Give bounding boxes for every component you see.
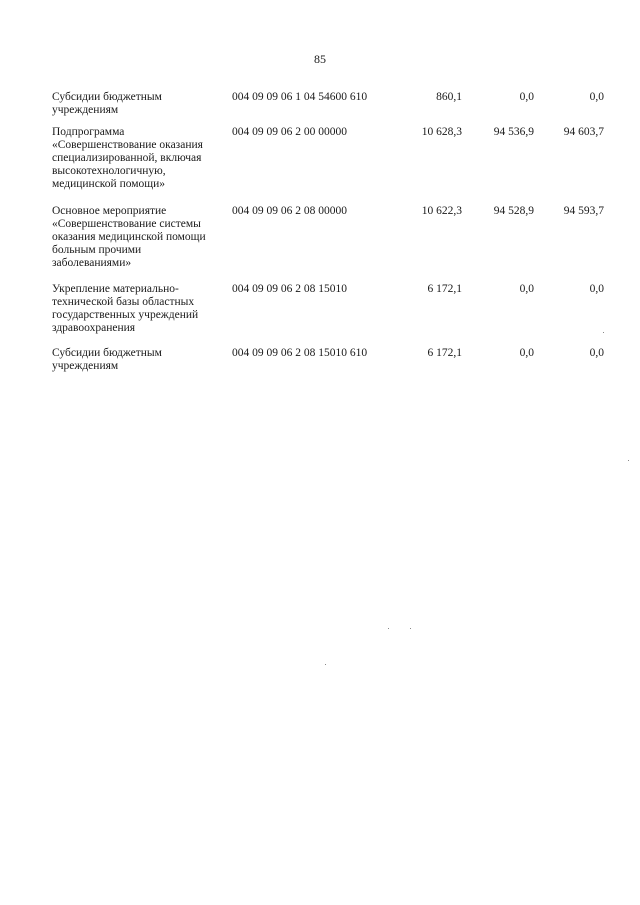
scan-speck: [603, 332, 604, 333]
row-code: 004 09 09 06 2 08 00000: [232, 205, 347, 217]
row-value-3: 0,0: [589, 347, 604, 359]
row-value-2: 0,0: [519, 91, 534, 103]
row-name: Субсидии бюджетным учреждениям: [52, 91, 162, 116]
row-value-3: 94 593,7: [563, 205, 604, 217]
row-code: 004 09 09 06 1 04 54600 610: [232, 91, 368, 103]
row-value-1: 6 172,1: [427, 347, 462, 359]
row-name: Подпрограмма «Совершенствование оказания специализированной, включая высокотехнологичную, медицинской помощи»: [52, 126, 203, 190]
row-value-2: 0,0: [519, 283, 534, 295]
row-value-1: 10 622,3: [421, 205, 462, 217]
row-value-3: 94 603,7: [563, 126, 604, 138]
row-value-3: 0,0: [589, 91, 604, 103]
row-value-1: 860,1: [436, 91, 462, 103]
row-value-2: 94 536,9: [493, 126, 534, 138]
page-number: 85: [314, 52, 326, 66]
row-value-2: 0,0: [519, 347, 534, 359]
row-name: Основное мероприятие «Совершенствование системы оказания медицинской помощи больным прочими заболеваниями»: [52, 205, 206, 269]
scan-speck: [410, 628, 411, 629]
scan-speck: [325, 664, 326, 665]
row-value-2: 94 528,9: [493, 205, 534, 217]
row-value-1: 10 628,3: [421, 126, 462, 138]
row-value-3: 0,0: [589, 283, 604, 295]
scan-speck: [388, 628, 389, 629]
row-code: 004 09 09 06 2 08 15010: [232, 283, 347, 295]
scan-speck: [628, 460, 629, 461]
row-name: Субсидии бюджетным учреждениям: [52, 347, 162, 372]
row-code: 004 09 09 06 2 00 00000: [232, 126, 347, 138]
row-code: 004 09 09 06 2 08 15010 610: [232, 347, 368, 359]
row-name: Укрепление материально- технической базы областных государственных учреждений здравоохранения: [52, 283, 199, 334]
row-value-1: 6 172,1: [427, 283, 462, 295]
